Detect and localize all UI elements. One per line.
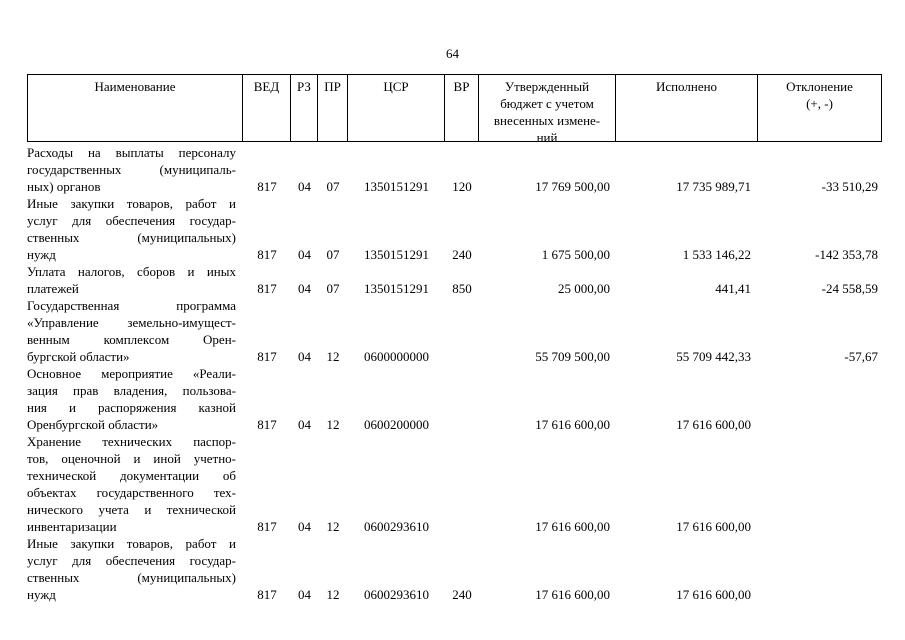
cell-executed: 17 616 600,00: [676, 417, 751, 432]
row-name-line: Уплата налогов, сборов и иных: [27, 264, 236, 279]
row-name-line: «Управление земельно-имущест-: [27, 315, 236, 330]
row-name-line: зация прав владения, пользова-: [27, 383, 236, 398]
cell-ved: 817: [257, 417, 277, 432]
cell-csr: 0600293610: [364, 587, 429, 602]
header-name: Наименование: [27, 74, 243, 142]
row-name-line: Государственная программа: [27, 298, 236, 313]
cell-csr: 0600000000: [364, 349, 429, 364]
row-name-line: платежей: [27, 281, 79, 296]
header-ved: ВЕД: [243, 74, 291, 142]
cell-pr: 07: [326, 281, 340, 296]
cell-pr: 12: [326, 417, 340, 432]
row-name-line: услуг для обеспечения государ-: [27, 213, 236, 228]
cell-executed: 441,41: [715, 281, 751, 296]
row-name-line: Иные закупки товаров, работ и: [27, 536, 236, 551]
cell-csr: 1350151291: [364, 247, 429, 262]
header-pr: ПР: [318, 74, 348, 142]
row-name-line: Иные закупки товаров, работ и: [27, 196, 236, 211]
row-name-line: Хранение технических паспор-: [27, 434, 236, 449]
cell-rz: 04: [298, 247, 311, 262]
cell-pr: 12: [326, 587, 340, 602]
header-deviation-line: (+, -): [806, 96, 833, 111]
row-name-line: объектах государственного тех-: [27, 485, 236, 500]
cell-deviation: -57,67: [844, 349, 878, 364]
cell-rz: 04: [298, 519, 311, 534]
table-row: [27, 535, 882, 603]
cell-ved: 817: [257, 349, 277, 364]
cell-rz: 04: [298, 417, 311, 432]
cell-pr: 07: [326, 247, 340, 262]
cell-deviation: -142 353,78: [815, 247, 878, 262]
row-name-line: тов, оценочной и иной учетно-: [27, 451, 236, 466]
table-row: [27, 195, 882, 263]
cell-rz: 04: [298, 281, 311, 296]
row-name-line: бургской области»: [27, 349, 130, 364]
row-name-line: услуг для обеспечения государ-: [27, 553, 236, 568]
row-values: [27, 246, 882, 263]
cell-budget: 55 709 500,00: [535, 349, 610, 364]
cell-pr: 12: [326, 519, 340, 534]
header-deviation: [758, 74, 882, 142]
row-name-line: нужд: [27, 587, 56, 602]
cell-executed: 55 709 442,33: [676, 349, 751, 364]
row-values: [27, 178, 882, 195]
header-budget: [479, 74, 616, 145]
header-rz: РЗ: [291, 74, 318, 142]
cell-csr: 1350151291: [364, 179, 429, 194]
header-vr: ВР: [445, 74, 479, 142]
cell-vr: 850: [452, 281, 472, 296]
cell-budget: 25 000,00: [558, 281, 610, 296]
cell-csr: 0600293610: [364, 519, 429, 534]
cell-executed: 17 616 600,00: [676, 519, 751, 534]
header-budget-line: бюджет с учетом: [500, 96, 594, 111]
row-name-line: ственных (муниципальных): [27, 570, 236, 585]
row-values: [27, 518, 882, 535]
row-name-line: Основное мероприятие «Реали-: [27, 366, 236, 381]
row-name-line: Расходы на выплаты персоналу: [27, 145, 236, 160]
header-budget-line: ний: [536, 130, 558, 145]
header-executed: Исполнено: [616, 74, 758, 142]
row-name-line: инвентаризации: [27, 519, 117, 534]
cell-ved: 817: [257, 281, 277, 296]
row-values: [27, 280, 882, 297]
cell-csr: 0600200000: [364, 417, 429, 432]
cell-csr: 1350151291: [364, 281, 429, 296]
cell-budget: 17 616 600,00: [535, 417, 610, 432]
cell-rz: 04: [298, 179, 311, 194]
table-header: [27, 74, 882, 145]
cell-executed: 1 533 146,22: [682, 247, 751, 262]
cell-executed: 17 616 600,00: [676, 587, 751, 602]
row-name-line: технической документации об: [27, 468, 236, 483]
row-name-line: ных) органов: [27, 179, 101, 194]
page-number: 64: [446, 46, 459, 61]
table-row: [27, 365, 882, 433]
table-row: [27, 144, 882, 195]
cell-ved: 817: [257, 179, 277, 194]
cell-vr: 240: [452, 247, 472, 262]
row-name-line: государственных (муниципаль-: [27, 162, 236, 177]
row-name-line: Оренбургской области»: [27, 417, 159, 432]
cell-ved: 817: [257, 519, 277, 534]
cell-rz: 04: [298, 349, 311, 364]
cell-ved: 817: [257, 587, 277, 602]
row-name-line: ственных (муниципальных): [27, 230, 236, 245]
cell-budget: 1 675 500,00: [541, 247, 610, 262]
row-values: [27, 586, 882, 603]
row-values: [27, 348, 882, 365]
header-budget-line: Утвержденный: [504, 79, 590, 94]
row-name-line: ния и распоряжения казной: [27, 400, 236, 415]
cell-pr: 07: [326, 179, 340, 194]
cell-ved: 817: [257, 247, 277, 262]
row-name-line: нужд: [27, 247, 56, 262]
cell-vr: 240: [452, 587, 472, 602]
cell-deviation: -33 510,29: [821, 179, 878, 194]
header-csr: ЦСР: [348, 74, 445, 142]
row-name-line: нического учета и технической: [27, 502, 236, 517]
row-name-line: венным комплексом Орен-: [27, 332, 236, 347]
cell-deviation: -24 558,59: [821, 281, 878, 296]
header-budget-line: внесенных измене-: [493, 113, 601, 128]
cell-rz: 04: [298, 587, 311, 602]
table-row: [27, 297, 882, 365]
table-row: [27, 433, 882, 535]
header-deviation-line: Отклонение: [786, 79, 853, 94]
cell-vr: 120: [452, 179, 472, 194]
cell-executed: 17 735 989,71: [676, 179, 751, 194]
cell-budget: 17 769 500,00: [535, 179, 610, 194]
cell-budget: 17 616 600,00: [535, 587, 610, 602]
table-row: [27, 263, 882, 297]
cell-budget: 17 616 600,00: [535, 519, 610, 534]
cell-pr: 12: [326, 349, 340, 364]
row-values: [27, 416, 882, 433]
